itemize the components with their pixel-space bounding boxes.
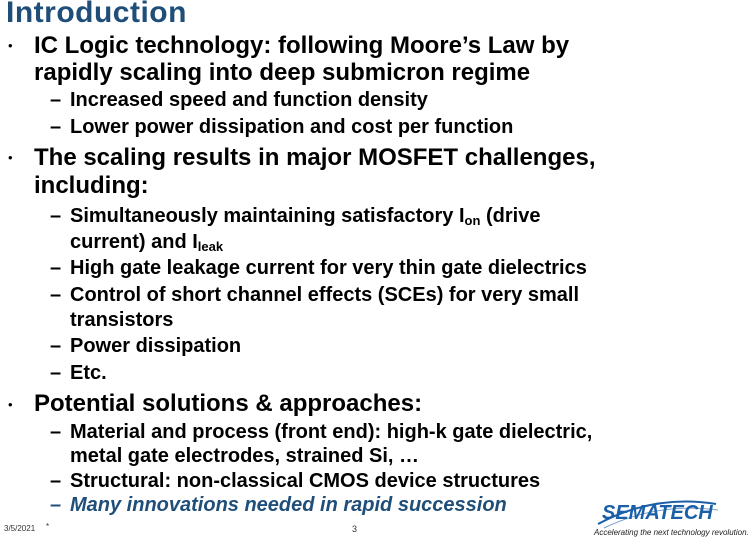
subscript: leak — [197, 239, 224, 254]
logo-wordmark: SEMATECH — [602, 502, 713, 524]
sematech-logo — [594, 490, 749, 540]
bullet-3-sub-2: Structural: non-classical CMOS device structures — [70, 470, 541, 492]
bullet-3-sub-1-line-1: Material and process (front end): high-k gate dielectric, — [70, 421, 593, 443]
bullet-2-sub-4: Power dissipation — [70, 335, 242, 357]
bullet-1-line-1: IC Logic technology: following Moore’s Law by — [34, 32, 570, 59]
sub-text: Simultaneously maintaining satisfactory I — [70, 205, 465, 227]
bullet-1-line-2: rapidly scaling into deep submicron regime — [34, 59, 531, 86]
dash-marker: – — [50, 89, 62, 111]
bullet-2-line-1: The scaling results in major MOSFET challenges, — [34, 144, 596, 171]
bullet-2-sub-5: Etc. — [70, 362, 107, 384]
bullet-2-sub-3-line-1: Control of short channel effects (SCEs) for very small — [70, 284, 579, 306]
bullet-1-sub-2: Lower power dissipation and cost per function — [70, 116, 514, 138]
bullet-2-sub-1-line-1 — [70, 203, 540, 229]
footer-star: * — [46, 522, 50, 531]
bullet-3-line-1: Potential solutions & approaches: — [34, 390, 423, 417]
dash-marker: – — [50, 116, 62, 138]
bullet-marker: • — [8, 150, 13, 165]
bullet-marker: • — [8, 397, 13, 412]
bullet-2-sub-2: High gate leakage current for very thin gate dielectrics — [70, 257, 587, 279]
bullet-1-sub-1: Increased speed and function density — [70, 89, 428, 111]
subscript: on — [464, 213, 481, 228]
dash-marker: – — [50, 284, 62, 306]
dash-marker: – — [50, 205, 62, 227]
dash-marker: – — [50, 335, 62, 357]
dash-marker: – — [50, 257, 62, 279]
footer-date: 3/5/2021 — [4, 524, 36, 533]
bullet-marker: • — [8, 38, 13, 53]
dash-marker: – — [50, 421, 62, 443]
bullet-3-sub-1-line-2: metal gate electrodes, strained Si, … — [70, 445, 420, 467]
dash-marker: – — [50, 362, 62, 384]
sub-text: (drive — [480, 205, 541, 227]
bullet-2-line-2: including: — [34, 172, 149, 199]
logo-tagline: Accelerating the next technology revolution. — [594, 528, 749, 537]
bullet-2-sub-3-line-2: transistors — [70, 309, 174, 331]
slide-title: Introduction — [6, 0, 187, 29]
bullet-3-sub-3: Many innovations needed in rapid succession — [70, 494, 507, 516]
bullet-2-sub-1-line-2 — [70, 229, 223, 255]
dash-marker: – — [50, 470, 62, 492]
sub-text: current) and I — [70, 231, 198, 253]
dash-marker: – — [50, 494, 62, 516]
page-number: 3 — [352, 524, 358, 534]
